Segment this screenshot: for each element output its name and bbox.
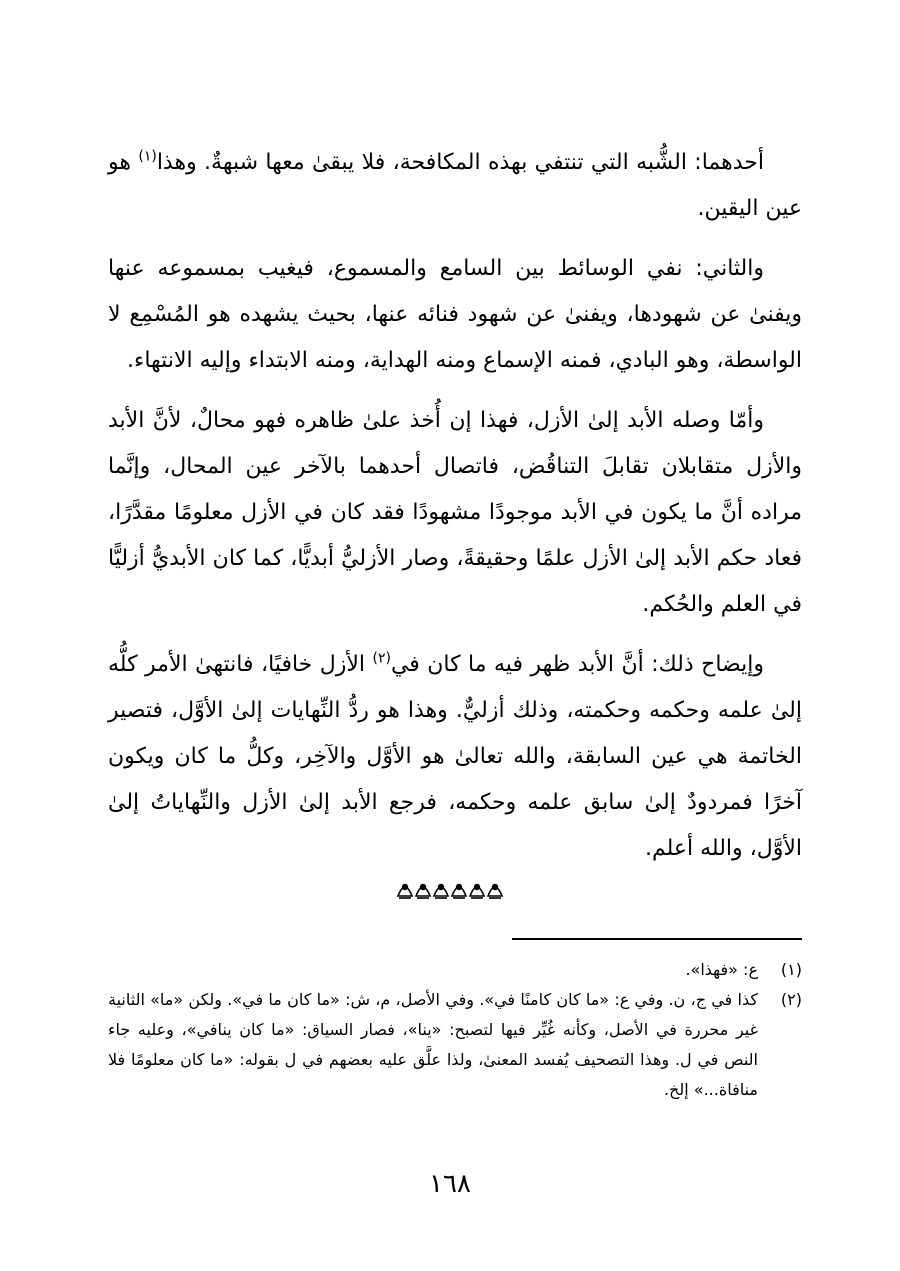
paragraph-4-text-b: الأزل خافيًا، فانتهىٰ الأمر كلُّه إلىٰ علمه وحكمه وحكمته، وذلك أزليٌّ. وهذا هو ردُّ النِّهايات إلىٰ الأوَّل، فتصير الخاتمة هي عين السابقة، والله تعالىٰ هو الأوَّل والآخِر، وكلُّ ما كان ويكون آخرًا فمردودٌ إلىٰ سابق علمه وحكمه، فرجع الأبد إلىٰ الأزل والنِّهاياتُ إلىٰ الأوَّل، والله أعلم.: [108, 652, 802, 861]
footnote-ref-2: (٢): [372, 650, 391, 667]
footnote-2-text: كذا في ج، ن. وفي ع: «ما كان كامنًا في». وفي الأصل، م، ش: «ما كان ما في». ولكن «ما» الثانية غير محررة في الأصل، وكأنه غُيِّر فيها لتصبح: «ينا»، فصار السياق: «ما كان ينافي»، وعليه جاء النص في ل. وهذا التصحيف يُفسد المعنىٰ، ولذا علَّق عليه بعضهم في ل بقوله: «ما كان معلومًا فلا منافاة...» إلخ.: [108, 990, 758, 1099]
footnotes: [108, 955, 802, 1105]
footnote-1-number: (١): [780, 960, 802, 979]
footnote-1: [108, 955, 802, 985]
footnote-separator: [512, 938, 802, 940]
paragraph-1-text-b: هو عين اليقين.: [108, 150, 802, 221]
paragraph-1: [108, 140, 802, 232]
paragraph-3-text: وأمّا وصله الأبد إلىٰ الأزل، فهذا إن أُخذ علىٰ ظاهره فهو محالٌ، لأنَّ الأبد والأزل متقابلان تقابلَ التناقُض، فاتصال أحدهما بالآخر عين المحال، وإنَّما مراده أنَّ ما يكون في الأبد موجودًا مشهودًا فقد كان في الأزل معلومًا مقدَّرًا، فعاد حكم الأبد إلىٰ الأزل علمًا وحقيقةً، وصار الأزليُّ أبديًّا، كما كان الأبديُّ أزليًّا في العلم والحُكم.: [108, 408, 802, 617]
paragraph-4: [108, 642, 802, 872]
footnote-ref-1: (١): [138, 148, 157, 165]
floral-divider-icon: [395, 875, 505, 901]
paragraph-3: [108, 398, 802, 628]
footnote-2: [108, 985, 802, 1105]
floral-divider-graphic: [396, 876, 504, 900]
footnote-1-text: ع: «فهذا».: [685, 960, 758, 979]
paragraph-1-text-a: أحدهما: الشُّبه التي تنتفي بهذه المكافحة، فلا يبقىٰ معها شبهةٌ. وهذا: [156, 150, 765, 175]
footnote-2-number: (٢): [780, 990, 802, 1009]
paragraph-4-text-a: وإيضاح ذلك: أنَّ الأبد ظهر فيه ما كان في: [390, 652, 764, 677]
paragraph-2: [108, 246, 802, 384]
page-number: ١٦٨: [429, 1169, 471, 1199]
paragraph-2-text: والثاني: نفي الوسائط بين السامع والمسموع، فيغيب بمسموعه عنها ويفنىٰ عن شهودها، ويفنىٰ عن شهود فنائه عنها، بحيث يشهده هو المُسْمِع لا الواسطة، وهو البادي، فمنه الإسماع ومنه الهداية، ومنه الابتداء وإليه الانتهاء.: [108, 256, 802, 373]
main-text: [108, 140, 802, 886]
